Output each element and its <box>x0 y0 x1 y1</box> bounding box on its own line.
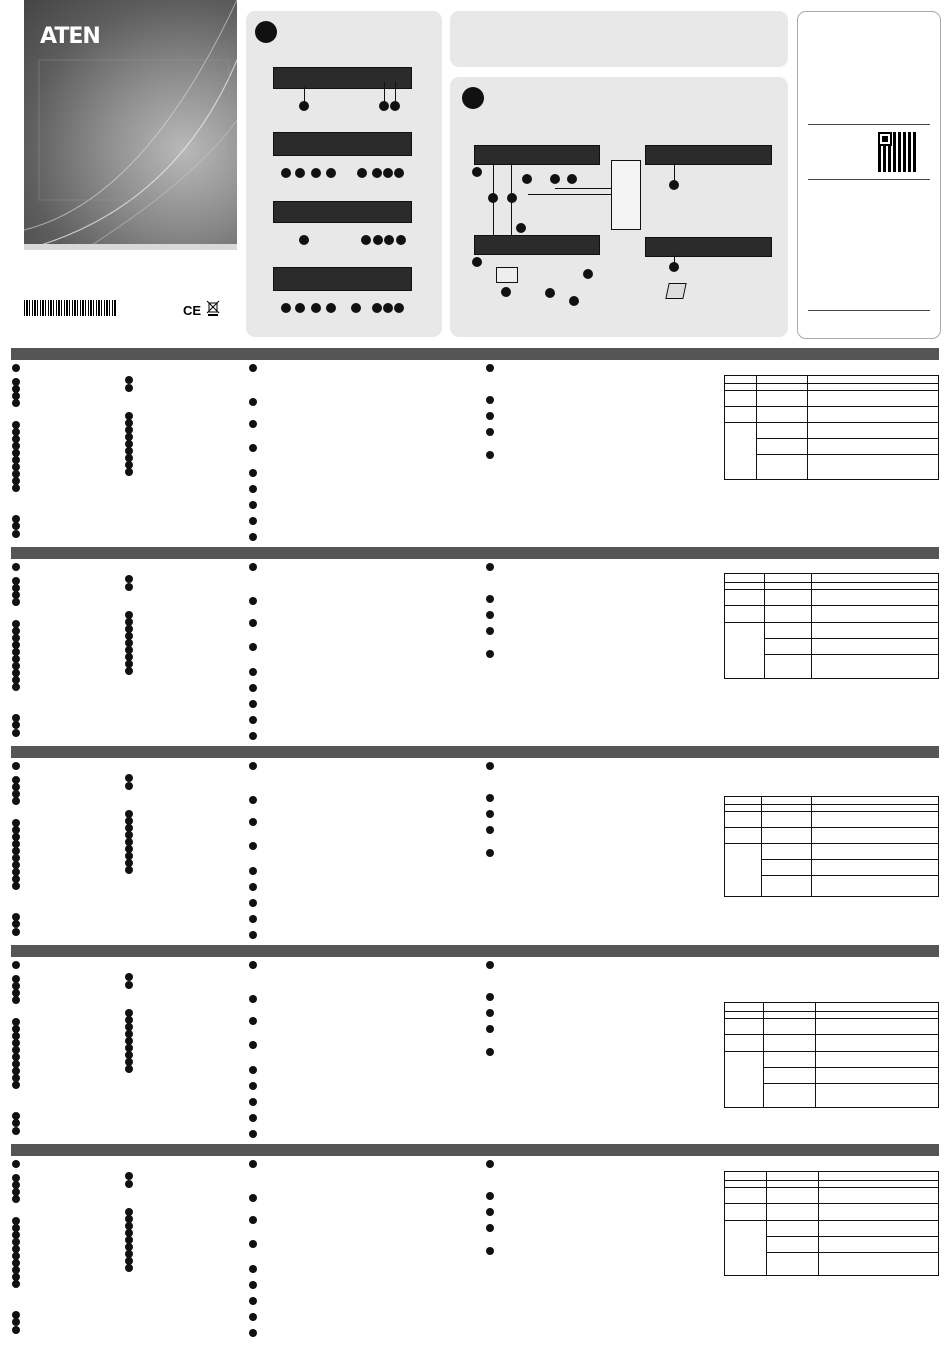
numbered-bullet-icon <box>125 973 133 981</box>
aten-logo: ATEN <box>40 24 100 49</box>
serial-device-icon <box>665 283 686 299</box>
numbered-bullet-icon <box>12 1127 20 1135</box>
numbered-bullet-icon <box>249 961 257 969</box>
numbered-bullet-icon <box>249 1194 257 1202</box>
numbered-bullet-icon <box>351 303 361 313</box>
numbered-bullet-icon <box>295 168 305 178</box>
numbered-bullet-icon <box>249 732 257 740</box>
numbered-bullet-icon <box>12 1081 20 1089</box>
monitor-icon <box>496 267 518 283</box>
numbered-bullet-icon <box>311 168 321 178</box>
numbered-bullet-icon <box>125 1264 133 1272</box>
numbered-bullet-icon <box>12 1326 20 1334</box>
numbered-bullet-icon <box>390 101 400 111</box>
numbered-bullet-icon <box>249 1066 257 1074</box>
numbered-bullet-icon <box>373 235 383 245</box>
numbered-bullet-icon <box>379 101 389 111</box>
numbered-bullet-icon <box>125 583 133 591</box>
numbered-bullet-icon <box>12 882 20 890</box>
section-bar-2 <box>11 547 939 559</box>
numbered-bullet-icon <box>488 193 498 203</box>
numbered-bullet-icon <box>249 883 257 891</box>
section-bar-1 <box>11 348 939 360</box>
cover-image <box>24 0 237 250</box>
numbered-bullet-icon <box>12 996 20 1004</box>
numbered-bullet-icon <box>486 826 494 834</box>
numbered-bullet-icon <box>12 797 20 805</box>
numbered-bullet-icon <box>472 257 482 267</box>
numbered-bullet-icon <box>249 1017 257 1025</box>
numbered-bullet-icon <box>486 1025 494 1033</box>
numbered-bullet-icon <box>486 396 494 404</box>
numbered-bullet-icon <box>249 684 257 692</box>
installation-remote-unit-2 <box>645 237 772 257</box>
spec-table-1 <box>724 375 939 480</box>
numbered-bullet-icon <box>486 1247 494 1255</box>
numbered-bullet-icon <box>125 774 133 782</box>
numbered-bullet-icon <box>394 168 404 178</box>
numbered-bullet-icon <box>12 1195 20 1203</box>
numbered-bullet-icon <box>486 993 494 1001</box>
numbered-bullet-icon <box>12 721 20 729</box>
numbered-bullet-icon <box>326 303 336 313</box>
device-receiver-front <box>273 201 412 223</box>
numbered-bullet-icon <box>249 501 257 509</box>
numbered-bullet-icon <box>281 168 291 178</box>
numbered-bullet-icon <box>486 650 494 658</box>
section-bar-5 <box>11 1144 939 1156</box>
numbered-bullet-icon <box>486 1160 494 1168</box>
numbered-bullet-icon <box>249 1160 257 1168</box>
numbered-bullet-icon <box>516 223 526 233</box>
numbered-bullet-icon <box>12 522 20 530</box>
device-receiver-rear <box>273 267 412 291</box>
numbered-bullet-icon <box>12 928 20 936</box>
numbered-bullet-icon <box>249 597 257 605</box>
ce-mark: CE <box>183 303 202 318</box>
qr-code-icon <box>878 132 918 172</box>
numbered-bullet-icon <box>12 1160 20 1168</box>
numbered-bullet-icon <box>384 235 394 245</box>
numbered-bullet-icon <box>486 563 494 571</box>
numbered-bullet-icon <box>249 995 257 1003</box>
numbered-bullet-icon <box>249 1240 257 1248</box>
numbered-bullet-icon <box>507 193 517 203</box>
numbered-bullet-icon <box>12 563 20 571</box>
numbered-bullet-icon <box>249 716 257 724</box>
numbered-bullet-icon <box>396 235 406 245</box>
numbered-bullet-icon <box>125 575 133 583</box>
numbered-bullet-icon <box>249 517 257 525</box>
panel-b-badge <box>462 87 484 109</box>
numbered-bullet-icon <box>486 1192 494 1200</box>
numbered-bullet-icon <box>486 595 494 603</box>
numbered-bullet-icon <box>486 849 494 857</box>
numbered-bullet-icon <box>249 1082 257 1090</box>
numbered-bullet-icon <box>125 1180 133 1188</box>
spec-table-2 <box>724 573 939 679</box>
numbered-bullet-icon <box>249 1313 257 1321</box>
numbered-bullet-icon <box>12 729 20 737</box>
numbered-bullet-icon <box>125 667 133 675</box>
numbered-bullet-icon <box>569 296 579 306</box>
barcode-icon <box>24 300 116 316</box>
numbered-bullet-icon <box>299 101 309 111</box>
numbered-bullet-icon <box>12 364 20 372</box>
numbered-bullet-icon <box>125 866 133 874</box>
numbered-bullet-icon <box>12 762 20 770</box>
numbered-bullet-icon <box>394 303 404 313</box>
numbered-bullet-icon <box>12 683 20 691</box>
numbered-bullet-icon <box>372 168 382 178</box>
numbered-bullet-icon <box>249 469 257 477</box>
numbered-bullet-icon <box>125 1172 133 1180</box>
numbered-bullet-icon <box>12 1119 20 1127</box>
numbered-bullet-icon <box>125 468 133 476</box>
numbered-bullet-icon <box>249 818 257 826</box>
spec-table-5 <box>724 1171 939 1276</box>
numbered-bullet-icon <box>249 931 257 939</box>
numbered-bullet-icon <box>249 867 257 875</box>
section-bar-4 <box>11 945 939 957</box>
numbered-bullet-icon <box>249 1114 257 1122</box>
numbered-bullet-icon <box>299 235 309 245</box>
numbered-bullet-icon <box>486 1009 494 1017</box>
numbered-bullet-icon <box>249 643 257 651</box>
numbered-bullet-icon <box>249 1216 257 1224</box>
numbered-bullet-icon <box>486 627 494 635</box>
panel-a-badge <box>255 21 277 43</box>
numbered-bullet-icon <box>486 961 494 969</box>
cover-base <box>24 244 237 250</box>
pc-tower-icon <box>611 160 641 230</box>
spec-table-4 <box>724 1002 939 1108</box>
numbered-bullet-icon <box>125 376 133 384</box>
numbered-bullet-icon <box>249 563 257 571</box>
numbered-bullet-icon <box>12 399 20 407</box>
panel-notice <box>450 11 788 67</box>
numbered-bullet-icon <box>249 668 257 676</box>
numbered-bullet-icon <box>249 915 257 923</box>
numbered-bullet-icon <box>357 168 367 178</box>
numbered-bullet-icon <box>486 1048 494 1056</box>
installation-remote-unit <box>645 145 772 165</box>
installation-receiver <box>474 235 600 255</box>
numbered-bullet-icon <box>125 384 133 392</box>
numbered-bullet-icon <box>249 420 257 428</box>
numbered-bullet-icon <box>249 1329 257 1337</box>
numbered-bullet-icon <box>669 180 679 190</box>
numbered-bullet-icon <box>486 428 494 436</box>
numbered-bullet-icon <box>249 1265 257 1273</box>
numbered-bullet-icon <box>249 762 257 770</box>
numbered-bullet-icon <box>249 398 257 406</box>
numbered-bullet-icon <box>249 1297 257 1305</box>
numbered-bullet-icon <box>295 303 305 313</box>
numbered-bullet-icon <box>383 168 393 178</box>
numbered-bullet-icon <box>486 1208 494 1216</box>
numbered-bullet-icon <box>12 920 20 928</box>
numbered-bullet-icon <box>311 303 321 313</box>
numbered-bullet-icon <box>567 174 577 184</box>
numbered-bullet-icon <box>669 262 679 272</box>
numbered-bullet-icon <box>472 167 482 177</box>
numbered-bullet-icon <box>249 1281 257 1289</box>
numbered-bullet-icon <box>249 842 257 850</box>
numbered-bullet-icon <box>249 533 257 541</box>
numbered-bullet-icon <box>486 412 494 420</box>
numbered-bullet-icon <box>372 303 382 313</box>
numbered-bullet-icon <box>249 1041 257 1049</box>
numbered-bullet-icon <box>522 174 532 184</box>
numbered-bullet-icon <box>486 611 494 619</box>
numbered-bullet-icon <box>12 1318 20 1326</box>
spec-table-3 <box>724 796 939 897</box>
numbered-bullet-icon <box>249 700 257 708</box>
numbered-bullet-icon <box>326 168 336 178</box>
numbered-bullet-icon <box>12 484 20 492</box>
numbered-bullet-icon <box>249 444 257 452</box>
numbered-bullet-icon <box>486 762 494 770</box>
numbered-bullet-icon <box>249 796 257 804</box>
numbered-bullet-icon <box>486 364 494 372</box>
numbered-bullet-icon <box>12 1280 20 1288</box>
weee-bin-icon <box>206 300 220 316</box>
numbered-bullet-icon <box>545 288 555 298</box>
numbered-bullet-icon <box>383 303 393 313</box>
numbered-bullet-icon <box>501 287 511 297</box>
numbered-bullet-icon <box>249 1130 257 1138</box>
numbered-bullet-icon <box>125 782 133 790</box>
device-transmitter-front <box>273 67 412 89</box>
numbered-bullet-icon <box>12 961 20 969</box>
numbered-bullet-icon <box>361 235 371 245</box>
numbered-bullet-icon <box>12 530 20 538</box>
numbered-bullet-icon <box>12 598 20 606</box>
panel-info <box>797 11 941 339</box>
numbered-bullet-icon <box>281 303 291 313</box>
numbered-bullet-icon <box>125 1065 133 1073</box>
numbered-bullet-icon <box>249 1098 257 1106</box>
installation-transmitter <box>474 145 600 165</box>
numbered-bullet-icon <box>249 619 257 627</box>
numbered-bullet-icon <box>583 269 593 279</box>
numbered-bullet-icon <box>486 1224 494 1232</box>
numbered-bullet-icon <box>486 810 494 818</box>
numbered-bullet-icon <box>550 174 560 184</box>
numbered-bullet-icon <box>486 794 494 802</box>
numbered-bullet-icon <box>486 451 494 459</box>
section-bar-3 <box>11 746 939 758</box>
numbered-bullet-icon <box>249 485 257 493</box>
numbered-bullet-icon <box>249 899 257 907</box>
device-transmitter-rear <box>273 132 412 156</box>
numbered-bullet-icon <box>125 981 133 989</box>
numbered-bullet-icon <box>249 364 257 372</box>
